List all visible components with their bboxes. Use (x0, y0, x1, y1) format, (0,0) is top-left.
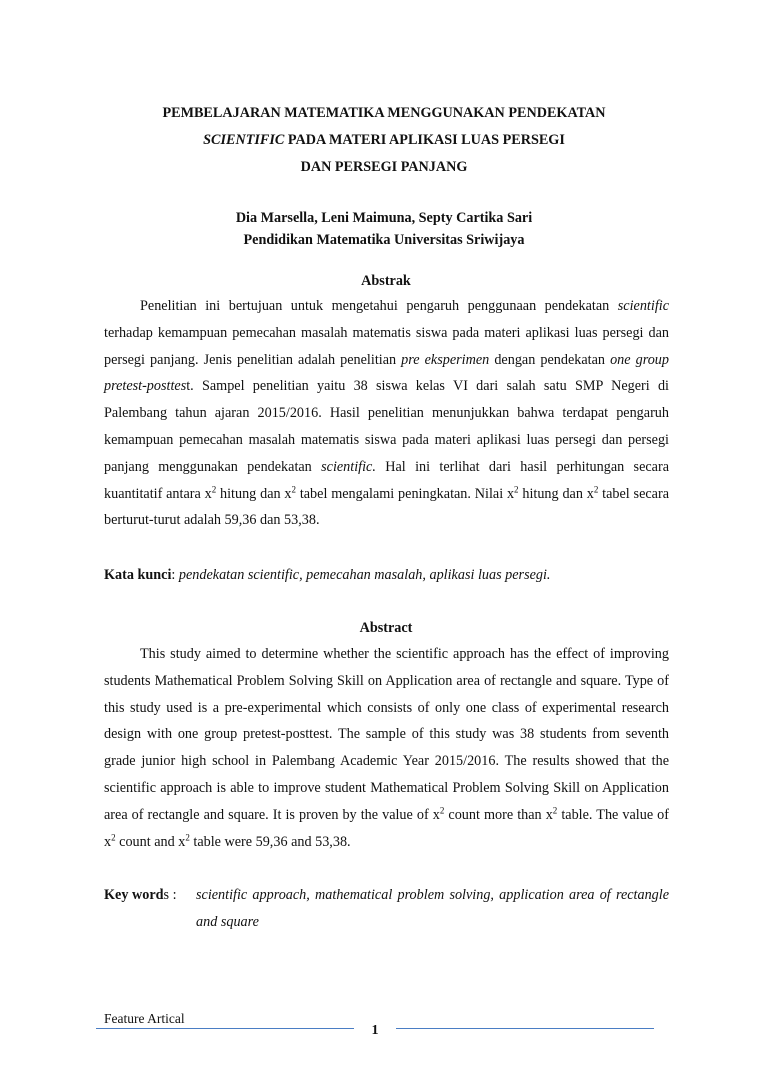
superscript: 2 (439, 805, 445, 816)
superscript: 2 (552, 805, 558, 816)
abstrak-text: hitung dan x (216, 485, 292, 502)
abstract-text: This study aimed to determine whether the scientific approach has the effect of improving students Mathematical Problem Solving Skill on Application area of rectangle and square. Type of this study used is a pre-experimental which consists of only one class of experimental research design with one group pretest-posttest. The sample of this study was 38 students from seventh grade junior high school in Palembang Academic Year 2015/2016. The results showed that the scientific approach is able to improve student Mathematical Problem Solving Skill on Application area of rectangle and square. It is proven by the value of x (104, 646, 669, 823)
title-line-1: PEMBELAJARAN MATEMATIKA MENGGUNAKAN PENDEKATAN (162, 105, 606, 121)
key-words-label-rest: s : (163, 887, 177, 903)
footer-rule-left (96, 1028, 354, 1029)
title-line-3: DAN PERSEGI PANJANG (300, 159, 468, 175)
abstrak-italic: scientific. (321, 458, 376, 475)
title-italic-word: SCIENTIFIC (203, 132, 285, 148)
superscript: 2 (291, 483, 296, 494)
author-block (100, 207, 668, 251)
page-number: 1 (371, 1023, 379, 1038)
paper-title (100, 100, 668, 181)
abstrak-italic: pre eksperimen (401, 351, 490, 368)
superscript: 2 (211, 483, 217, 494)
abstract-text: table. The value of x (104, 806, 669, 850)
title-line-2-rest: PADA MATERI APLIKASI LUAS PERSEGI (284, 132, 565, 148)
abstrak-body (104, 293, 669, 534)
abstract-text: count and x (115, 833, 186, 850)
superscript: 2 (185, 831, 190, 842)
abstract-body (104, 641, 669, 855)
abstrak-italic: one group pretest-posttes (104, 351, 669, 395)
abstrak-heading: Abstrak (361, 273, 411, 289)
author-affiliation: Pendidikan Matematika Universitas Sriwijaya (243, 232, 525, 248)
abstrak-text: Penelitian ini bertujuan untuk mengetahui pengaruh penggunaan pendekatan (140, 298, 618, 314)
abstrak-text: terhadap kemampuan pemecahan masalah matematis siswa pada materi aplikasi luas persegi dan persegi panjang. Jenis penelitian adalah penelitian (104, 324, 669, 368)
footer-rule-right (396, 1028, 654, 1029)
keywords-list: pendekatan scientific, pemecahan masalah, aplikasi luas persegi. (178, 567, 551, 583)
abstract-heading: Abstract (359, 620, 413, 636)
key-words-list: scientific approach, mathematical problem solving, application area of rectangle and square (196, 887, 669, 930)
abstrak-text: tabel secara berturut-turut adalah 59,36 dan 53,38. (104, 485, 669, 529)
abstrak-text: Hal ini terlihat dari hasil perhitungan secara kuantitatif antara x (104, 458, 669, 502)
keywords-label: Kata kunci (104, 567, 172, 583)
key-words-label-bold: Key word (104, 887, 164, 903)
key-words-label (104, 882, 177, 909)
superscript: 2 (514, 483, 519, 494)
keywords-colon: : (171, 567, 179, 583)
superscript: 2 (111, 831, 116, 842)
superscript: 2 (593, 483, 599, 494)
abstract-text: table were 59,36 and 53,38. (189, 833, 351, 850)
abstrak-text: dengan pendekatan (489, 351, 611, 368)
abstrak-text: tabel mengalami peningkatan. Nilai x (296, 485, 515, 502)
abstract-text: count more than x (444, 806, 553, 823)
author-names: Dia Marsella, Leni Maimuna, Septy Cartika Sari (235, 210, 533, 226)
abstrak-italic: scientific (617, 298, 669, 314)
footer-label: Feature Artical (104, 1011, 185, 1026)
title-line-2 (100, 127, 668, 154)
abstrak-text: t. Sampel penelitian yaitu 38 siswa kelas VI dari salah satu SMP Negeri di Palembang tahun ajaran 2015/2016. Hasil penelitian menunjukkan bahwa terdapat pengaruh kemampuan pemecahan masalah matematis siswa pada materi aplikasi luas persegi dan persegi panjang menggunakan pendekatan (104, 378, 669, 475)
abstrak-text: hitung dan x (518, 485, 594, 502)
abstrak-keywords (104, 562, 669, 589)
